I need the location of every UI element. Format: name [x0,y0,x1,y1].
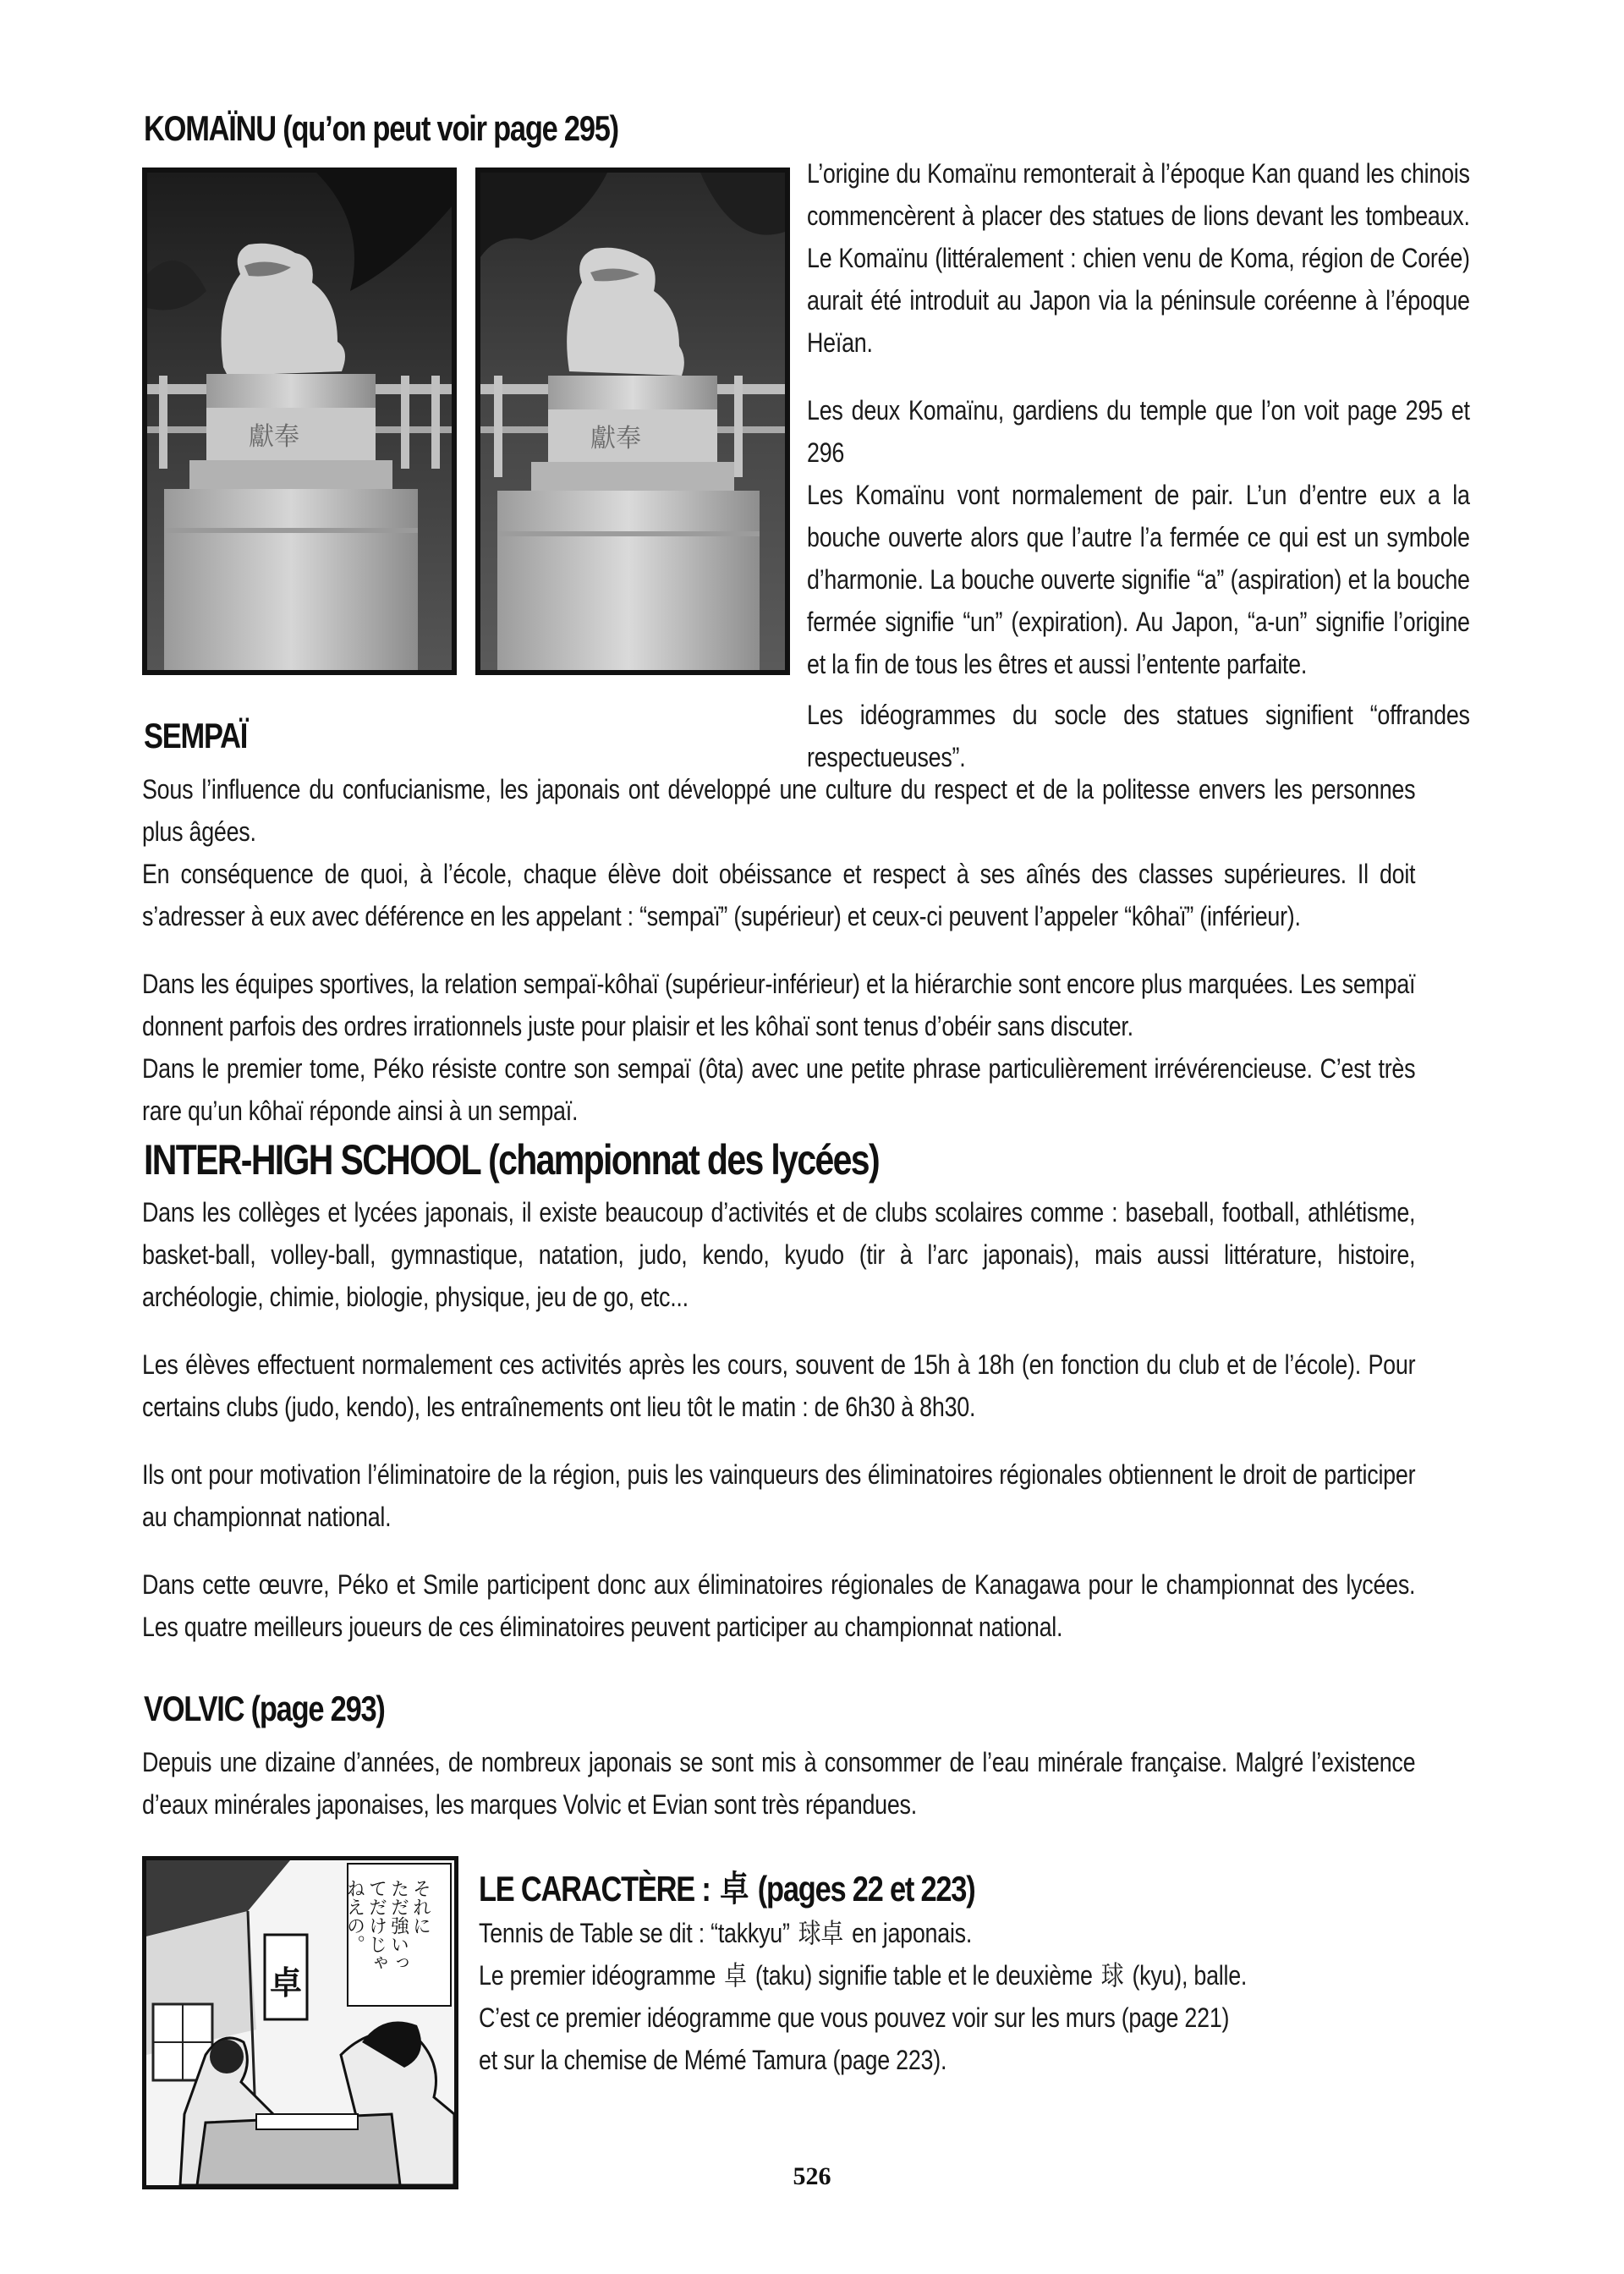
interhigh-text [142,1191,1415,1673]
interhigh-paragraph-2: Les élèves effectuent normalement ces activités après les cours, souvent de 15h à 18h (en fonction du club et de l’école). Pour certains clubs (judo, kendo), les entraînements ont lieu tôt le matin : de 6h30 à 8h30. [142,1349,1416,1422]
page-number: 526 [793,2162,831,2190]
caractere-line-1-glyph: 球卓 [798,1917,844,1949]
komainu-photo-left [142,168,457,675]
caractere-line-2 [479,1954,1402,1997]
manga-bubble-line-2: ただ強いっ [387,1879,409,1972]
sempai-paragraph-4: Dans le premier tome, Péko résiste contre son sempaï (ôta) avec une petite phrase particulièrement irrévérencieuse. C’est très rare qu’un kôhaï réponde ainsi à un sempaï. [142,1053,1416,1126]
manga-bubble-line-1: それに [409,1879,431,1935]
sempai-paragraph-2: En conséquence de quoi, à l’école, chaque élève doit obéissance et respect à ses aînés des classes supérieures. Il doit s’adresser à eux avec déférence en les appelant : “sempaï” (supérieur) et ceux-ci peuvent l’appeler “kôhaï” (inférieur). [142,859,1416,931]
caractere-line-2-glyph-1: 卓 [724,1959,747,1991]
caractere-line-2-glyph-2: 球 [1100,1959,1124,1991]
caractere-title-suffix: (pages 22 et 223) [757,1869,975,1909]
interhigh-title: INTER-HIGH SCHOOL (championnat des lycées) [144,1136,879,1184]
caractere-line-4: et sur la chemise de Mémé Tamura (page 223). [479,2045,947,2075]
sempai-text [142,768,1415,1157]
komainu-paragraph-3: Les Komaïnu vont normalement de pair. L’un d’entre eux a la bouche ouverte alors que l’autre l’a fermée ce qui est un symbole d’harmonie. La bouche ouverte signifie “a” (aspiration) et la bouche fermée signifie “un” (expiration). Au Japon, “a-un” signifie l’origine et la fin de tous les êtres et aussi l’entente parfaite. [807,480,1470,679]
volvic-text [142,1741,1415,1851]
caractere-line-2-b: (taku) signifie table et le deuxième [754,1960,1093,1991]
manga-bubble-line-4: ねえの。 [343,1879,365,1953]
komainu-paragraph-2: Les deux Komaïnu, gardiens du temple que l’on voit page 295 et 296 [807,395,1470,468]
komainu-text [807,152,1470,804]
komainu-right-plaque-text: 獻奉 [590,424,641,453]
sempai-paragraph-3: Dans les équipes sportives, la relation sempaï-kôhaï (supérieur-inférieur) et la hiérarchie sont encore plus marquées. Les sempaï donnent parfois des ordres irrationnels juste pour plaisir et les kôhaï sont tenus d’obéir sans discuter. [142,969,1416,1041]
caractere-line-1-a: Tennis de Table se dit : “takkyu” [479,1918,790,1948]
manga-wall-sign-glyph: 卓 [270,1964,303,2002]
interhigh-paragraph-4: Dans cette œuvre, Péko et Smile participent donc aux éliminatoires régionales de Kanagawa pour le championnat des lycées. Les quatre meilleurs joueurs de ces éliminatoires peuvent participer au championnat national. [142,1569,1416,1642]
caractere-line-1-b: en japonais. [852,1918,973,1948]
caractere-title-glyph: 卓 [720,1868,749,1909]
volvic-paragraph: Depuis une dizaine d’années, de nombreux japonais se sont mis à consommer de l’eau minérale française. Malgré l’existence d’eaux minérales japonaises, les marques Volvic et Evian sont très répandues. [142,1747,1416,1820]
volvic-title: VOLVIC (page 293) [144,1689,385,1728]
caractere-title-prefix: LE CARACTÈRE : [479,1869,710,1909]
caractere-line-1 [479,1912,1402,1954]
caractere-line-2-c: (kyu), balle. [1132,1960,1248,1991]
caractere-line-3: C’est ce premier idéogramme que vous pouvez voir sur les murs (page 221) [479,2002,1230,2033]
interhigh-paragraph-1: Dans les collèges et lycées japonais, il existe beaucoup d’activités et de clubs scolaires comme : baseball, football, athlétisme, basket-ball, volley-ball, gymnastique, natation, judo, kendo, kyudo (tir à l’arc japonais), mais aussi littérature, histoire, archéologie, chimie, biologie, physique, jeu de go, etc... [142,1197,1416,1312]
komainu-title: KOMAÏNU (qu’on peut voir page 295) [144,108,618,148]
caractere-text [479,1912,1402,2081]
komainu-paragraph-1: L’origine du Komaïnu remonterait à l’époque Kan quand les chinois commencèrent à placer des statues de lions devant les tombeaux. Le Komaïnu (littéralement : chien venu de Koma, région de Corée) aurait été introduit au Japon via la péninsule coréenne à l’époque Heïan. [807,158,1470,358]
sempai-paragraph-1: Sous l’influence du confucianisme, les japonais ont développé une culture du respect et de la politesse envers les personnes plus âgées. [142,774,1416,847]
komainu-paragraph-4: Les idéogrammes du socle des statues signifient “offrandes respectueuses”. [807,700,1470,772]
komainu-left-plaque-text: 獻奉 [249,422,299,452]
caractere-title [479,1861,974,1912]
caractere-line-2-a: Le premier idéogramme [479,1960,716,1991]
interhigh-paragraph-3: Ils ont pour motivation l’éliminatoire de la région, puis les vainqueurs des éliminatoires régionales obtiennent le droit de participer au championnat national. [142,1459,1416,1532]
komainu-photo-right [475,168,790,675]
manga-panel [142,1856,458,2189]
sempai-title: SEMPAÏ [144,716,248,755]
manga-bubble-line-3: てだけじゃ [365,1879,387,1972]
